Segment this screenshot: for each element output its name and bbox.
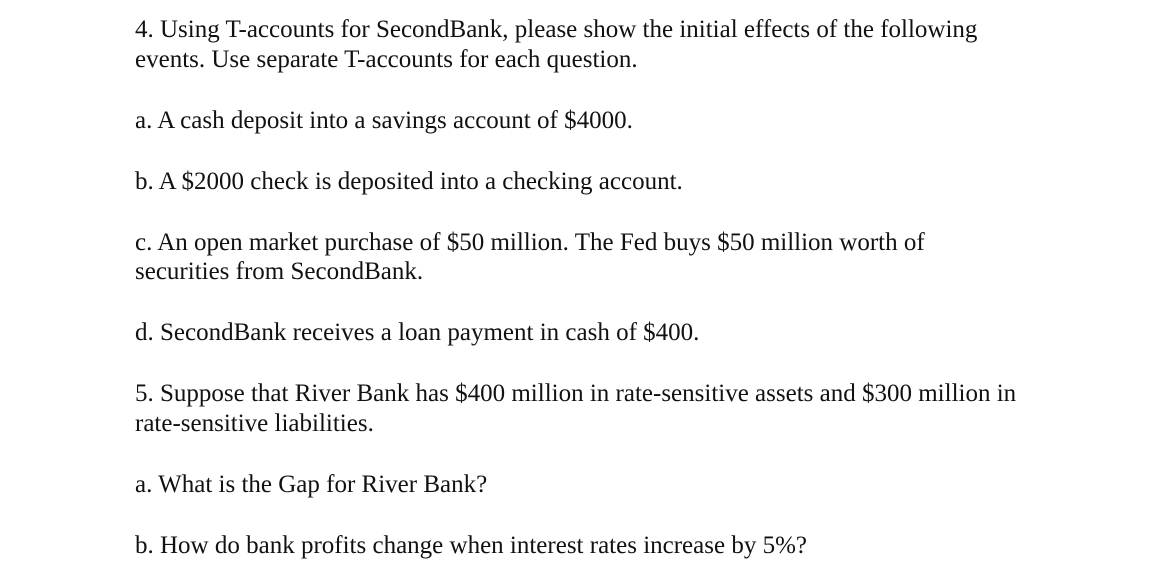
q5-part-a: a. What is the Gap for River Bank? [135,471,488,498]
q4-part-c-line1: c. An open market purchase of $50 million. The Fed buys $50 million worth of [135,229,925,256]
q5-intro-line1: 5. Suppose that River Bank has $400 million in rate-sensitive assets and $300 million in [135,380,1017,407]
q4-part-c-line2: securities from SecondBank. [135,258,424,285]
q4-intro-line1: 4. Using T-accounts for SecondBank, please show the initial effects of the following [135,16,978,43]
q5-part-b: b. How do bank profits change when interest rates increase by 5%? [135,532,807,559]
q4-part-a: a. A cash deposit into a savings account of $4000. [135,107,633,134]
q4-part-b: b. A $2000 check is deposited into a checking account. [135,168,683,195]
q4-intro-line2: events. Use separate T-accounts for each question. [135,46,638,73]
q4-part-d: d. SecondBank receives a loan payment in cash of $400. [135,319,700,346]
q5-intro-line2: rate-sensitive liabilities. [135,410,374,437]
